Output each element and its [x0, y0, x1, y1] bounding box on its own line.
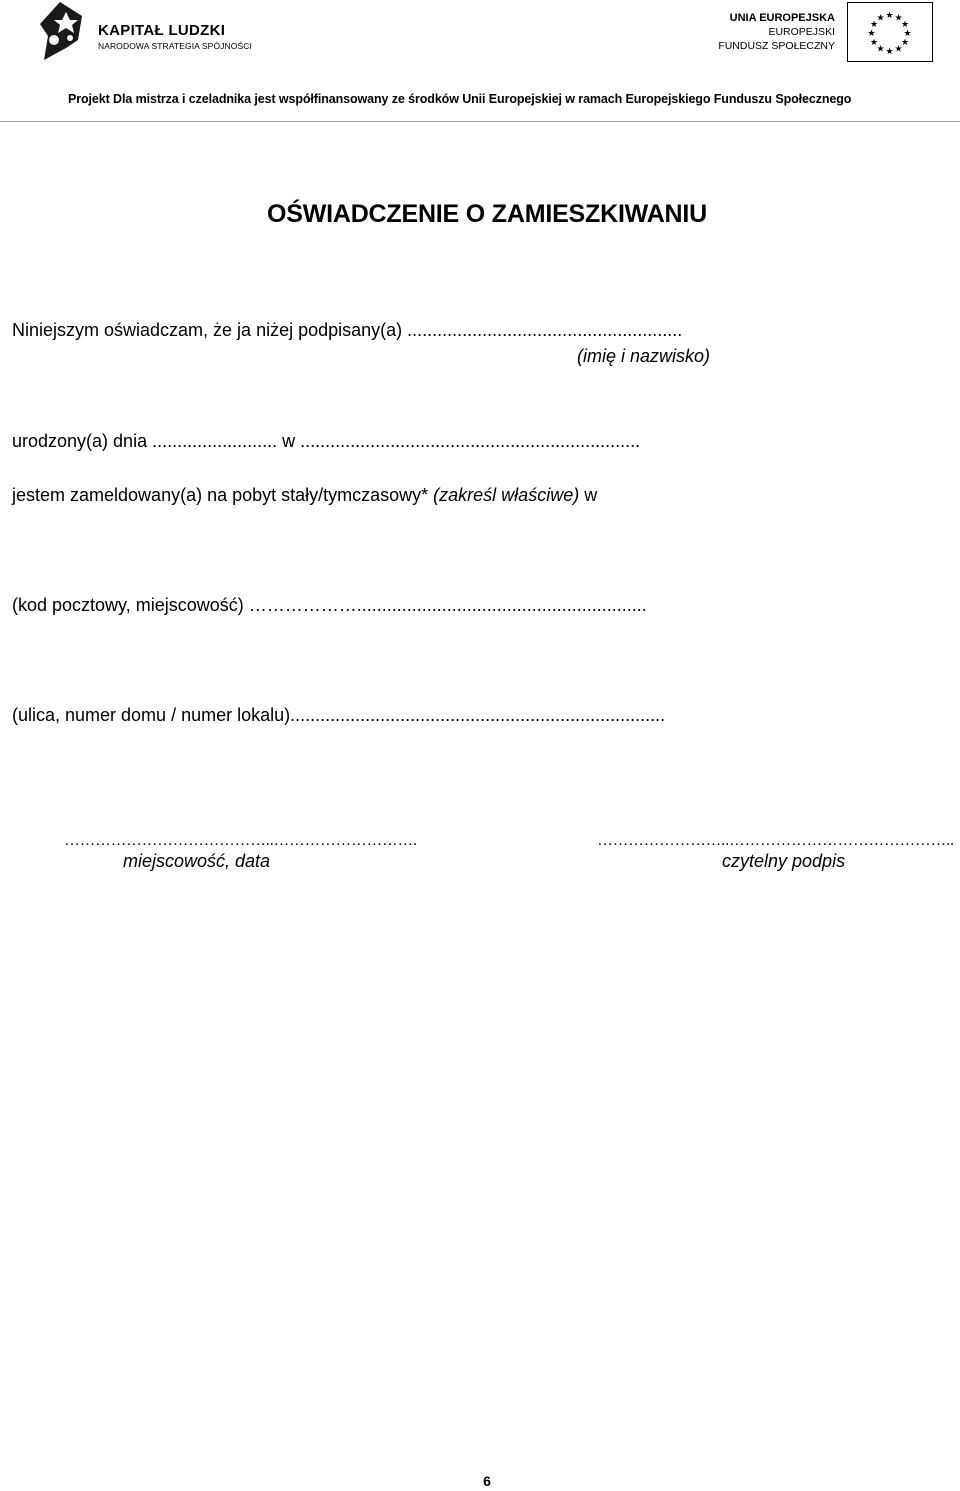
eu-logo: [715, 2, 933, 64]
eu-fund-line2: FUNDUSZ SPOŁECZNY: [718, 40, 835, 52]
svg-text:★: ★: [900, 20, 910, 30]
header-divider: [0, 121, 960, 122]
svg-text:★: ★: [903, 29, 912, 39]
registration-text: jestem zameldowany(a) na pobyt stały/tymczasowy*: [12, 485, 434, 505]
name-line: Niniejszym oświadczam, że ja niżej podpisany(a) .......................................................: [12, 320, 683, 340]
svg-text:★: ★: [869, 38, 879, 48]
kapital-ludzki-title: KAPITAŁ LUDZKI: [98, 22, 226, 39]
svg-text:★: ★: [876, 13, 885, 24]
svg-text:★: ★: [885, 47, 894, 57]
project-funding-line: Projekt Dla mistrza i czeladnika jest współfinansowany ze środków Unii Europejskiej w ramach Europejskiego Funduszu Społecznego: [68, 92, 852, 106]
date-place-caption: miejscowość, data: [123, 851, 271, 871]
document-title: OŚWIADCZENIE O ZAMIESZKIWANIU: [266, 200, 708, 228]
svg-text:★: ★: [876, 44, 885, 55]
eu-fund-line1: EUROPEJSKI: [768, 26, 835, 38]
svg-text:★: ★: [894, 44, 903, 55]
date-place-dots: …………………………………..……………………….: [64, 832, 417, 849]
svg-text:★: ★: [885, 11, 894, 21]
kapital-ludzki-emblem-icon: [40, 2, 94, 64]
eu-flag-icon: [847, 2, 933, 62]
street-line: (ulica, numer domu / numer lokalu)...........................................................................: [12, 705, 666, 725]
svg-text:★: ★: [900, 38, 910, 48]
kapital-ludzki-logo: [40, 2, 260, 64]
kapital-ludzki-subtitle: NARODOWA STRATEGIA SPÓJNOŚCI: [98, 41, 252, 51]
signature-dots: ……………………..……………………………………..: [597, 832, 954, 849]
svg-text:★: ★: [869, 20, 879, 30]
registration-note: (zakreśl właściwe): [433, 485, 580, 505]
postal-line: (kod pocztowy, miejscowość) ………………..........................................................: [12, 595, 647, 615]
svg-text:★: ★: [894, 13, 903, 24]
svg-text:★: ★: [867, 29, 876, 39]
registration-line: [12, 485, 597, 506]
eu-name: UNIA EUROPEJSKA: [729, 12, 835, 24]
birth-line: urodzony(a) dnia ......................... w ....................................................................: [12, 431, 641, 451]
name-line-note: (imię i nazwisko): [577, 346, 711, 366]
page-number: 6: [483, 1473, 491, 1489]
registration-suffix: w: [579, 485, 598, 505]
signature-caption: czytelny podpis: [722, 851, 846, 871]
